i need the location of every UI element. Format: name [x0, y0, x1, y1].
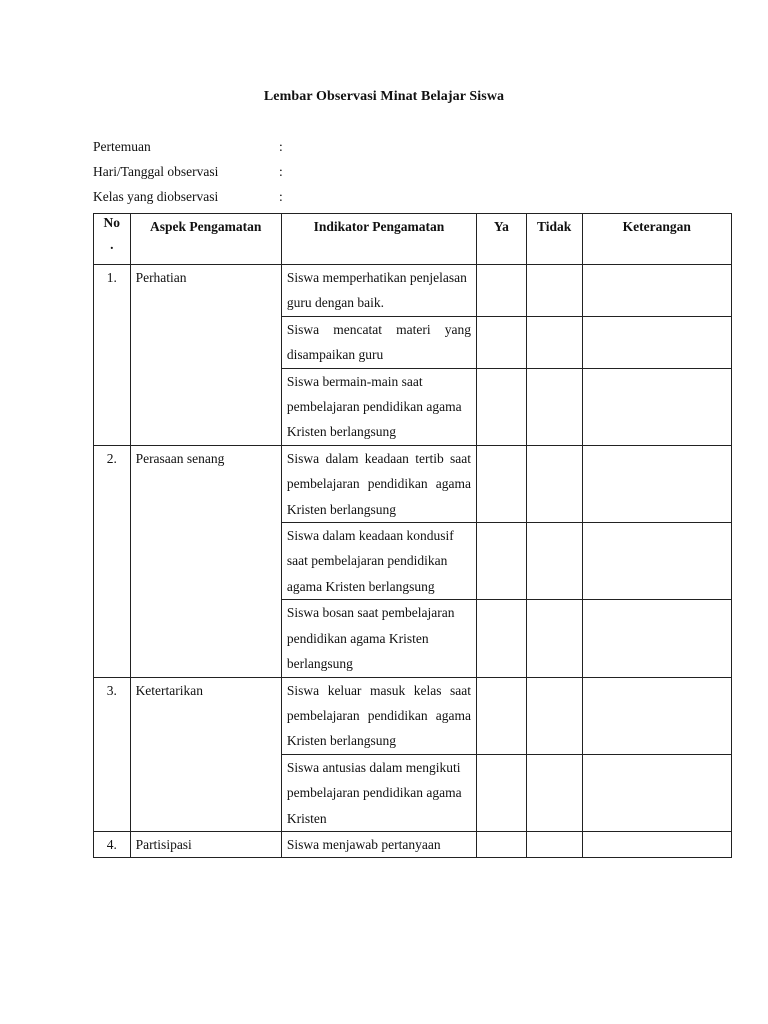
cell-no: 4.: [94, 831, 131, 857]
cell-indikator: Siswa dalam keadaan tertib saat pembelajaran pendidikan agama Kristen berlangsung: [281, 445, 476, 522]
cell-keterangan[interactable]: [582, 523, 731, 600]
cell-ya[interactable]: [476, 754, 526, 831]
cell-indikator: Siswa bermain-main saat pembelajaran pendidikan agama Kristen berlangsung: [281, 368, 476, 445]
cell-keterangan[interactable]: [582, 445, 731, 522]
header-no-line2: .: [110, 237, 114, 252]
table-row: [94, 265, 732, 317]
header-no: [94, 214, 131, 265]
cell-tidak[interactable]: [526, 831, 582, 857]
cell-aspek: Perasaan senang: [130, 445, 281, 677]
table-header-row: [94, 214, 732, 265]
cell-indikator: Siswa bosan saat pembelajaran pendidikan agama Kristen berlangsung: [281, 600, 476, 677]
cell-indikator: Siswa memperhatikan penjelasan guru dengan baik.: [281, 265, 476, 317]
meta-label: Hari/Tanggal observasi: [93, 164, 219, 179]
cell-no: 2.: [94, 445, 131, 677]
cell-tidak[interactable]: [526, 523, 582, 600]
cell-ya[interactable]: [476, 677, 526, 754]
cell-keterangan[interactable]: [582, 831, 731, 857]
header-keterangan: Keterangan: [582, 214, 731, 265]
cell-indikator: Siswa antusias dalam mengikuti pembelajaran pendidikan agama Kristen: [281, 754, 476, 831]
cell-indikator: Siswa keluar masuk kelas saat pembelajaran pendidikan agama Kristen berlangsung: [281, 677, 476, 754]
meta-kelas: [93, 189, 283, 205]
cell-keterangan[interactable]: [582, 265, 731, 317]
header-no-line1: No: [103, 215, 121, 230]
header-indikator: Indikator Pengamatan: [281, 214, 476, 265]
cell-tidak[interactable]: [526, 445, 582, 522]
header-tidak: Tidak: [526, 214, 582, 265]
cell-aspek: Partisipasi: [130, 831, 281, 857]
meta-hari-tanggal: [93, 164, 283, 180]
observation-table: [93, 213, 732, 858]
header-ya: Ya: [476, 214, 526, 265]
cell-tidak[interactable]: [526, 600, 582, 677]
cell-tidak[interactable]: [526, 316, 582, 368]
meta-colon: :: [279, 189, 283, 204]
cell-ya[interactable]: [476, 600, 526, 677]
cell-indikator: Siswa dalam keadaan kondusif saat pembelajaran pendidikan agama Kristen berlangsung: [281, 523, 476, 600]
cell-keterangan[interactable]: [582, 677, 731, 754]
cell-ya[interactable]: [476, 831, 526, 857]
cell-ya[interactable]: [476, 445, 526, 522]
cell-indikator: Siswa mencatat materi yang disampaikan guru: [281, 316, 476, 368]
document-title: Lembar Observasi Minat Belajar Siswa: [263, 89, 505, 104]
table-row: [94, 677, 732, 754]
cell-aspek: Ketertarikan: [130, 677, 281, 831]
meta-colon: :: [279, 139, 283, 154]
cell-tidak[interactable]: [526, 754, 582, 831]
cell-aspek: Perhatian: [130, 265, 281, 446]
cell-no: 3.: [94, 677, 131, 831]
cell-ya[interactable]: [476, 316, 526, 368]
table-row: [94, 445, 732, 522]
cell-ya[interactable]: [476, 523, 526, 600]
cell-keterangan[interactable]: [582, 368, 731, 445]
cell-ya[interactable]: [476, 368, 526, 445]
meta-colon: :: [279, 164, 283, 179]
cell-keterangan[interactable]: [582, 316, 731, 368]
cell-tidak[interactable]: [526, 368, 582, 445]
cell-keterangan[interactable]: [582, 600, 731, 677]
meta-label: Pertemuan: [93, 139, 151, 154]
cell-no: 1.: [94, 265, 131, 446]
meta-pertemuan: [93, 139, 283, 155]
cell-tidak[interactable]: [526, 265, 582, 317]
cell-keterangan[interactable]: [582, 754, 731, 831]
cell-indikator: Siswa menjawab pertanyaan: [281, 831, 476, 857]
cell-tidak[interactable]: [526, 677, 582, 754]
header-aspek: Aspek Pengamatan: [130, 214, 281, 265]
table-row: [94, 831, 732, 857]
meta-label: Kelas yang diobservasi: [93, 189, 219, 204]
cell-ya[interactable]: [476, 265, 526, 317]
